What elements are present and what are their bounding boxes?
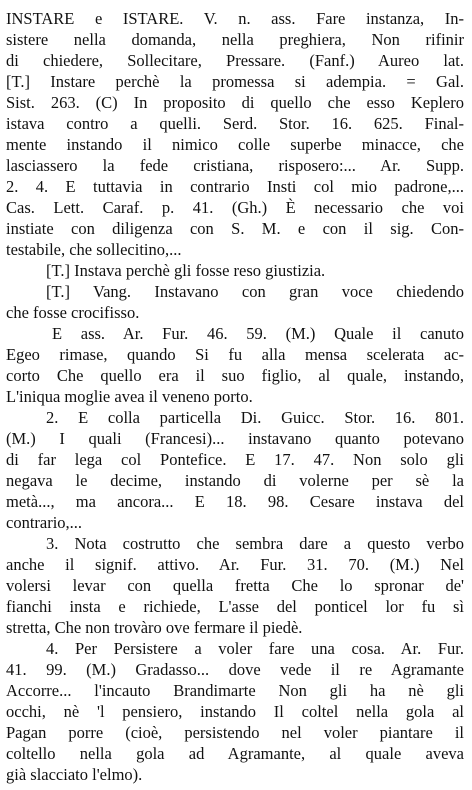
entry-line: 41. 99. (M.) Gradasso... dove vede il re Agramante [6, 660, 464, 679]
entry-line: (M.) I quali (Francesi)... instavano quanto potevano [6, 429, 464, 448]
entry-line: coltello nella gola ad Agramante, al quale aveva [6, 744, 464, 763]
entry-line: di far lega col Pontefice. E 17. 47. Non solo gli [6, 450, 464, 469]
entry-line: 3. Nota costrutto che sembra dare a questo verbo [46, 534, 464, 553]
entry-line: già slacciato l'elmo). [6, 765, 143, 784]
entry-line: che fosse crocifisso. [6, 303, 140, 322]
entry-line: [T.] Instava perchè gli fosse reso giustizia. [46, 261, 326, 280]
entry-line: 4. Per Persistere a voler fare una cosa. Ar. Fur. [46, 639, 464, 658]
entry-line: Sist. 263. (C) In proposito di quello che esso Keplero [6, 93, 464, 112]
entry-line: Cas. Lett. Caraf. p. 41. (Gh.) È necessario che voi [6, 198, 464, 217]
entry-line: [T.] Instare perchè la promessa si adempia. = Gal. [6, 72, 464, 91]
entry-line: Egeo rimase, quando Si fu alla mensa scelerata ac- [6, 345, 464, 364]
entry-line: contrario,... [6, 513, 83, 532]
entry-line: stretta, Che non trovàro ove fermare il piedè. [6, 618, 303, 637]
entry-line: corto Che quello era il suo figlio, al quale, instando, [6, 366, 464, 385]
entry-line: metà..., ma ancora... E 18. 98. Cesare instava del [6, 492, 464, 511]
entry-line: E ass. Ar. Fur. 46. 59. (M.) Quale il canuto [52, 324, 464, 343]
entry-line: instiate con diligenza con S. M. e con il sig. Con- [6, 219, 464, 238]
entry-line: mente instando il nimico colle superbe minacce, che [6, 135, 464, 154]
entry-line: [T.] Vang. Instavano con gran voce chiedendo [46, 282, 464, 301]
entry-line: 2. 4. E tuttavia in contrario Insti col mio padrone,... [6, 177, 464, 196]
entry-line: fianchi insta e richiede, L'asse del ponticel lor fu sì [6, 597, 464, 616]
entry-line: L'iniqua moglie avea il veneno porto. [6, 387, 253, 406]
entry-line: Accorre... l'incauto Brandimarte Non gli ha nè gli [6, 681, 464, 700]
entry-line: di chiedere, Sollecitare, Pressare. (Fanf.) Aureo lat. [6, 51, 464, 70]
entry-line: lasciassero la fede cristiana, risposero:... Ar. Supp. [6, 156, 464, 175]
entry-line: INSTARE e ISTARE. V. n. ass. Fare instanza, In- [6, 9, 464, 28]
entry-line: Pagan porre (cioè, persistendo nel voler piantare il [6, 723, 464, 742]
entry-line: occhi, nè 'l pensiero, instando Il coltel nella gola al [6, 702, 464, 721]
entry-line: negava le decime, instando di volerne per sè la [6, 471, 464, 490]
entry-line: sistere nella domanda, nella preghiera, Non rifinir [6, 30, 464, 49]
entry-line: testabile, che sollecitino,... [6, 240, 182, 259]
entry-line: 2. E colla particella Di. Guicc. Stor. 16. 801. [46, 408, 464, 427]
entry-line: anche il signif. attivo. Ar. Fur. 31. 70. (M.) Nel [6, 555, 464, 574]
entry-line: istava contro a quelli. Serd. Stor. 16. 625. Final- [6, 114, 464, 133]
entry-line: volersi levar con quella fretta Che lo spronar de' [6, 576, 464, 595]
